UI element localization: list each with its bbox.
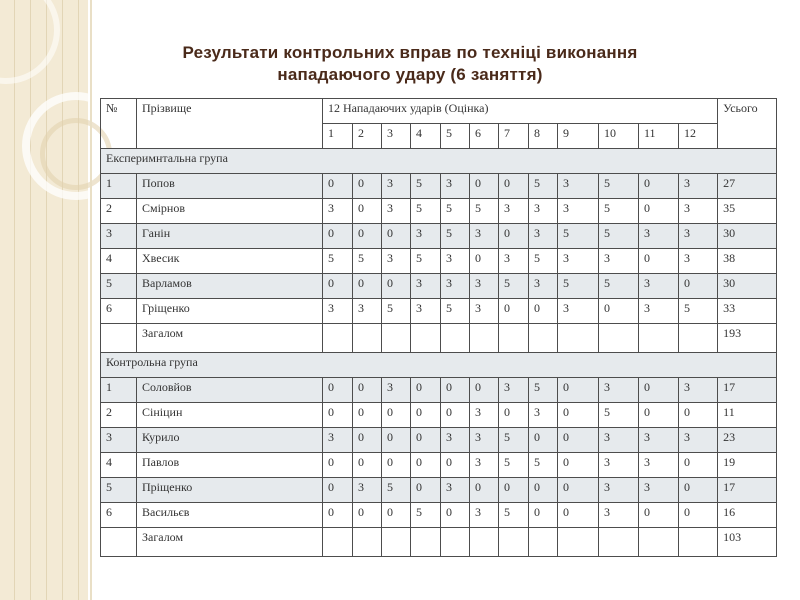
summary-empty [599, 324, 639, 353]
score-cell: 5 [558, 224, 599, 249]
table-row [101, 378, 777, 403]
score-cell: 3 [470, 453, 499, 478]
row-total: 16 [718, 503, 777, 528]
header-strike-number: 11 [639, 124, 679, 149]
row-surname: Попов [137, 174, 323, 199]
row-surname: Ганін [137, 224, 323, 249]
table-row [101, 199, 777, 224]
score-cell: 5 [599, 199, 639, 224]
score-cell: 0 [353, 503, 382, 528]
score-cell: 0 [639, 378, 679, 403]
score-cell: 3 [639, 274, 679, 299]
header-strike-number: 3 [382, 124, 411, 149]
row-number: 4 [101, 249, 137, 274]
row-surname: Сініцин [137, 403, 323, 428]
score-cell: 0 [639, 174, 679, 199]
score-cell: 3 [599, 453, 639, 478]
score-cell: 5 [441, 224, 470, 249]
score-cell: 0 [411, 378, 441, 403]
score-cell: 3 [441, 174, 470, 199]
score-cell: 5 [411, 503, 441, 528]
score-cell: 3 [441, 478, 470, 503]
row-total: 33 [718, 299, 777, 324]
summary-empty [679, 324, 718, 353]
summary-empty [499, 528, 529, 557]
header-strike-number: 7 [499, 124, 529, 149]
score-cell: 5 [558, 274, 599, 299]
summary-empty [599, 528, 639, 557]
score-cell: 5 [499, 453, 529, 478]
row-surname: Гріщенко [137, 299, 323, 324]
summary-empty [529, 528, 558, 557]
table-row [101, 453, 777, 478]
group-label-row [101, 149, 777, 174]
row-surname: Варламов [137, 274, 323, 299]
score-cell: 3 [529, 199, 558, 224]
summary-total: 193 [718, 324, 777, 353]
row-total: 30 [718, 274, 777, 299]
score-cell: 0 [411, 403, 441, 428]
score-cell: 3 [529, 403, 558, 428]
row-number: 4 [101, 453, 137, 478]
score-cell: 3 [599, 249, 639, 274]
score-cell: 0 [529, 299, 558, 324]
score-cell: 3 [639, 453, 679, 478]
table-row [101, 174, 777, 199]
score-cell: 0 [323, 478, 353, 503]
header-strike-number: 2 [353, 124, 382, 149]
group-label: Контрольна група [101, 353, 777, 378]
summary-empty [441, 324, 470, 353]
score-cell: 0 [470, 249, 499, 274]
header-strike-number: 12 [679, 124, 718, 149]
score-cell: 0 [470, 478, 499, 503]
summary-empty [679, 528, 718, 557]
score-cell: 5 [411, 199, 441, 224]
score-cell: 5 [382, 478, 411, 503]
score-cell: 3 [558, 299, 599, 324]
score-cell: 0 [353, 174, 382, 199]
summary-empty [558, 528, 599, 557]
score-cell: 3 [679, 428, 718, 453]
summary-label: Загалом [137, 528, 323, 557]
score-cell: 0 [558, 478, 599, 503]
score-cell: 0 [411, 428, 441, 453]
score-cell: 0 [441, 453, 470, 478]
row-total: 19 [718, 453, 777, 478]
score-cell: 3 [382, 249, 411, 274]
score-cell: 0 [679, 478, 718, 503]
header-strikes: 12 Нападаючих ударів (Оцінка) [323, 99, 718, 124]
score-cell: 3 [599, 503, 639, 528]
row-total: 30 [718, 224, 777, 249]
score-cell: 5 [529, 378, 558, 403]
summary-total: 103 [718, 528, 777, 557]
score-cell: 3 [323, 428, 353, 453]
score-cell: 0 [639, 249, 679, 274]
summary-empty [470, 528, 499, 557]
score-cell: 0 [470, 174, 499, 199]
score-cell: 5 [441, 299, 470, 324]
row-total: 11 [718, 403, 777, 428]
score-cell: 0 [679, 274, 718, 299]
summary-empty [411, 528, 441, 557]
score-cell: 5 [529, 174, 558, 199]
score-cell: 0 [323, 378, 353, 403]
score-cell: 3 [441, 274, 470, 299]
score-cell: 0 [441, 378, 470, 403]
table-row [101, 428, 777, 453]
row-number: 1 [101, 378, 137, 403]
score-cell: 0 [323, 453, 353, 478]
score-cell: 0 [558, 503, 599, 528]
score-cell: 0 [679, 503, 718, 528]
score-cell: 0 [353, 199, 382, 224]
summary-empty [639, 528, 679, 557]
row-total: 27 [718, 174, 777, 199]
summary-empty [101, 528, 137, 557]
summary-empty [470, 324, 499, 353]
score-cell: 3 [499, 199, 529, 224]
score-cell: 0 [499, 403, 529, 428]
row-number: 1 [101, 174, 137, 199]
score-cell: 3 [441, 249, 470, 274]
score-cell: 3 [558, 249, 599, 274]
score-cell: 3 [599, 378, 639, 403]
score-cell: 3 [679, 224, 718, 249]
row-total: 35 [718, 199, 777, 224]
summary-empty [382, 324, 411, 353]
score-cell: 0 [323, 503, 353, 528]
score-cell: 0 [441, 503, 470, 528]
summary-empty [558, 324, 599, 353]
header-row [101, 99, 777, 124]
summary-empty [411, 324, 441, 353]
score-cell: 5 [441, 199, 470, 224]
row-number: 5 [101, 478, 137, 503]
score-cell: 0 [558, 378, 599, 403]
score-cell: 0 [323, 224, 353, 249]
score-cell: 3 [382, 378, 411, 403]
score-cell: 3 [679, 378, 718, 403]
score-cell: 0 [353, 453, 382, 478]
score-cell: 0 [679, 453, 718, 478]
summary-empty [382, 528, 411, 557]
summary-empty [353, 528, 382, 557]
row-number: 6 [101, 503, 137, 528]
score-cell: 3 [470, 428, 499, 453]
row-surname: Смірнов [137, 199, 323, 224]
score-cell: 5 [529, 453, 558, 478]
summary-empty [441, 528, 470, 557]
score-cell: 0 [529, 478, 558, 503]
score-cell: 0 [558, 428, 599, 453]
header-num: № [101, 99, 137, 149]
page-title [110, 42, 710, 86]
header-total: Усього [718, 99, 777, 149]
score-cell: 3 [353, 478, 382, 503]
row-number: 3 [101, 428, 137, 453]
score-cell: 3 [639, 478, 679, 503]
row-number: 3 [101, 224, 137, 249]
summary-empty [499, 324, 529, 353]
table-row [101, 478, 777, 503]
score-cell: 5 [382, 299, 411, 324]
summary-empty [529, 324, 558, 353]
summary-empty [353, 324, 382, 353]
score-cell: 0 [382, 453, 411, 478]
score-cell: 0 [353, 224, 382, 249]
score-cell: 0 [529, 503, 558, 528]
table-row [101, 299, 777, 324]
score-cell: 3 [382, 199, 411, 224]
row-total: 38 [718, 249, 777, 274]
title-line-1: Результати контрольних вправ по техніці виконання [182, 43, 638, 62]
row-surname: Васильєв [137, 503, 323, 528]
decorative-side-band [0, 0, 88, 600]
score-cell: 3 [411, 224, 441, 249]
row-total: 23 [718, 428, 777, 453]
summary-empty [323, 324, 353, 353]
score-cell: 0 [411, 453, 441, 478]
score-cell: 5 [599, 224, 639, 249]
header-strike-number: 8 [529, 124, 558, 149]
row-total: 17 [718, 478, 777, 503]
score-cell: 3 [323, 199, 353, 224]
table-row [101, 503, 777, 528]
header-strike-number: 1 [323, 124, 353, 149]
score-cell: 3 [323, 299, 353, 324]
score-cell: 0 [411, 478, 441, 503]
score-cell: 3 [529, 224, 558, 249]
score-cell: 0 [323, 274, 353, 299]
score-cell: 0 [499, 174, 529, 199]
score-cell: 0 [529, 428, 558, 453]
score-cell: 3 [599, 428, 639, 453]
header-strike-number: 6 [470, 124, 499, 149]
score-cell: 3 [679, 199, 718, 224]
header-strike-number: 4 [411, 124, 441, 149]
summary-empty [639, 324, 679, 353]
score-cell: 5 [499, 428, 529, 453]
score-cell: 3 [470, 503, 499, 528]
score-cell: 3 [529, 274, 558, 299]
divider [90, 0, 92, 600]
row-number: 6 [101, 299, 137, 324]
score-cell: 5 [411, 249, 441, 274]
header-strike-number: 5 [441, 124, 470, 149]
results-table [100, 98, 777, 557]
summary-row [101, 324, 777, 353]
row-surname: Курило [137, 428, 323, 453]
score-cell: 3 [558, 199, 599, 224]
score-cell: 0 [353, 428, 382, 453]
score-cell: 0 [639, 403, 679, 428]
score-cell: 0 [323, 174, 353, 199]
header-strike-number: 9 [558, 124, 599, 149]
score-cell: 3 [470, 403, 499, 428]
score-cell: 0 [382, 224, 411, 249]
summary-empty [101, 324, 137, 353]
table-row [101, 249, 777, 274]
score-cell: 3 [470, 299, 499, 324]
row-surname: Хвесик [137, 249, 323, 274]
header-strike-number: 10 [599, 124, 639, 149]
score-cell: 0 [499, 299, 529, 324]
score-cell: 3 [470, 224, 499, 249]
row-number: 2 [101, 403, 137, 428]
score-cell: 5 [470, 199, 499, 224]
score-cell: 5 [323, 249, 353, 274]
row-surname: Пріщенко [137, 478, 323, 503]
score-cell: 5 [353, 249, 382, 274]
row-number: 2 [101, 199, 137, 224]
score-cell: 0 [382, 274, 411, 299]
score-cell: 0 [353, 274, 382, 299]
score-cell: 5 [529, 249, 558, 274]
score-cell: 5 [499, 274, 529, 299]
score-cell: 3 [679, 249, 718, 274]
row-number: 5 [101, 274, 137, 299]
table-row [101, 274, 777, 299]
title-line-2: нападаючого удару (6 заняття) [277, 65, 543, 84]
score-cell: 3 [558, 174, 599, 199]
score-cell: 0 [382, 403, 411, 428]
row-surname: Соловйов [137, 378, 323, 403]
score-cell: 5 [679, 299, 718, 324]
score-cell: 3 [499, 249, 529, 274]
score-cell: 0 [499, 224, 529, 249]
row-total: 17 [718, 378, 777, 403]
score-cell: 3 [411, 274, 441, 299]
score-cell: 0 [679, 403, 718, 428]
score-cell: 3 [382, 174, 411, 199]
row-surname: Павлов [137, 453, 323, 478]
score-cell: 0 [382, 428, 411, 453]
score-cell: 5 [599, 403, 639, 428]
header-surname: Прізвище [137, 99, 323, 149]
score-cell: 5 [599, 174, 639, 199]
score-cell: 3 [639, 428, 679, 453]
score-cell: 0 [639, 199, 679, 224]
score-cell: 0 [499, 478, 529, 503]
score-cell: 3 [639, 299, 679, 324]
summary-label: Загалом [137, 324, 323, 353]
score-cell: 0 [558, 403, 599, 428]
score-cell: 3 [679, 174, 718, 199]
score-cell: 0 [382, 503, 411, 528]
score-cell: 3 [470, 274, 499, 299]
score-cell: 3 [499, 378, 529, 403]
table-row [101, 224, 777, 249]
score-cell: 0 [599, 299, 639, 324]
group-label-row [101, 353, 777, 378]
score-cell: 5 [499, 503, 529, 528]
score-cell: 3 [441, 428, 470, 453]
table-row [101, 403, 777, 428]
score-cell: 5 [599, 274, 639, 299]
summary-row [101, 528, 777, 557]
score-cell: 3 [639, 224, 679, 249]
score-cell: 5 [411, 174, 441, 199]
score-cell: 0 [323, 403, 353, 428]
score-cell: 0 [558, 453, 599, 478]
score-cell: 0 [353, 378, 382, 403]
score-cell: 3 [599, 478, 639, 503]
score-cell: 3 [411, 299, 441, 324]
score-cell: 3 [353, 299, 382, 324]
summary-empty [323, 528, 353, 557]
score-cell: 0 [441, 403, 470, 428]
score-cell: 0 [470, 378, 499, 403]
group-label: Експеримнтальна група [101, 149, 777, 174]
score-cell: 0 [639, 503, 679, 528]
score-cell: 0 [353, 403, 382, 428]
